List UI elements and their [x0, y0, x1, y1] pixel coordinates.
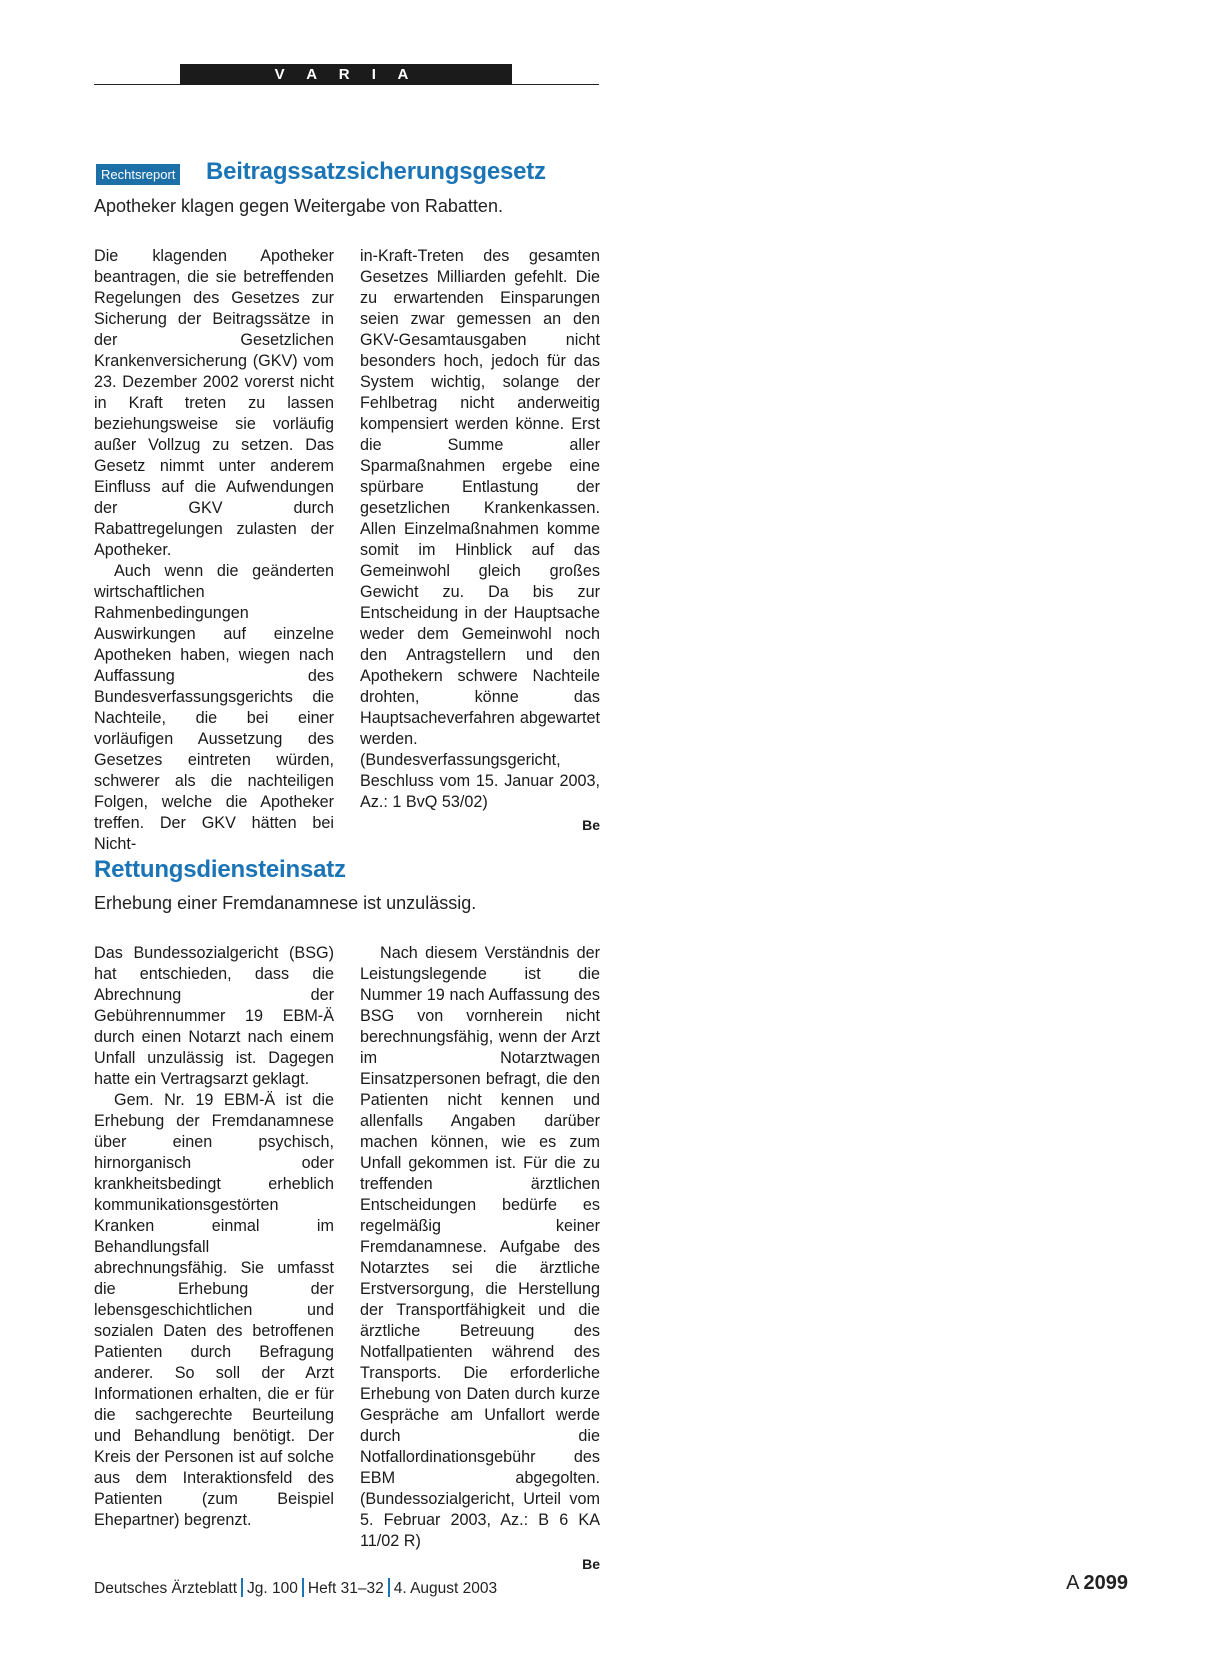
page-number — [1066, 1572, 1128, 1595]
article1-author-signature: Be — [582, 817, 600, 833]
article1-col1-paragraph2: Auch wenn die geänderten wirtschaftlichen Rahmenbedingungen Auswirkungen auf einzelne Apotheken haben, wiegen nach Auffassung des Bundesverfassungsgerichts die Nachteile, die bei einer vorläufigen Aussetzung des Gesetzes eintreten würden, schwerer als die nachteiligen Folgen, welche die Apotheker treffen. Der GKV hätten bei Nicht- — [94, 562, 334, 853]
article2-column1 — [94, 943, 334, 1531]
article2-col1-paragraph2: Gem. Nr. 19 EBM-Ä ist die Erhebung der Fremdanamnese über einen psychisch, hirnorganisch oder krankheitsbedingt erheblich kommunikationsgestörten Kranken einmal im Behandlungsfall abrechnungsfähig. Sie umfasst die Erhebung der lebensgeschichtlichen und sozialen Daten des betroffenen Patienten durch Befragung anderer. So soll der Arzt Informationen erhalten, die er für die sachgerechte Beurteilung und Behandlung benötigt. Der Kreis der Personen ist auf solche aus dem Interaktionsfeld des Patienten (zum Beispiel Ehepartner) begrenzt. — [94, 1091, 334, 1529]
article1-col1-paragraph1: Die klagenden Apotheker beantragen, die sie betreffenden Regelungen des Gesetzes zur Sicherung der Beitragssätze in der Gesetzlichen Krankenversicherung (GKV) vom 23. Dezember 2002 vorerst nicht in Kraft treten zu lassen beziehungsweise sie vorläufig außer Vollzug zu setzen. Das Gesetz nimmt unter anderem Einfluss auf die Aufwendungen der GKV durch Rabattregelungen zulasten der Apotheker. — [94, 247, 334, 559]
article2-col2-paragraph1: Nach diesem Verständnis der Leistungslegende ist die Nummer 19 nach Auffassung des BSG von vornherein nicht berechnungsfähig, wenn der Arzt im Notarztwagen Einsatzpersonen befragt, die den Patienten nicht kennen und allenfalls Angaben darüber machen können, wie es zum Unfall gekommen ist. Für die zu treffenden ärztlichen Entscheidungen bedürfe es regelmäßig keiner Fremdanamnese. Aufgabe des Notarztes sei die ärztliche Erstversorgung, die Herstellung der Transportfähigkeit und die ärztliche Betreuung des Notfallpatienten während des Transports. Die erforderliche Erhebung von Daten durch kurze Gespräche am Unfallort werde durch die Notfallordinationsgebühr des EBM abgegolten. (Bundessozialgericht, Urteil vom 5. Februar 2003, Az.: B 6 KA 11/02 R) — [360, 944, 600, 1550]
article2-col1-paragraph1: Das Bundessozialgericht (BSG) hat entschieden, dass die Abrechnung der Gebührennummer 19 EBM-Ä durch einen Notarzt nach einem Unfall unzulässig ist. Dagegen hatte ein Vertragsarzt geklagt. — [94, 944, 334, 1088]
journal-name: Deutsches Ärzteblatt — [94, 1580, 238, 1597]
footer-separator — [302, 1578, 304, 1597]
page-footer — [94, 1578, 497, 1598]
article1-col2-paragraph1: in-Kraft-Treten des gesamten Gesetzes Milliarden gefehlt. Die zu erwartenden Einsparungen seien zwar gemessen an den GKV-Gesamtausgaben nicht besonders hoch, jedoch für das System wichtig, solange der Fehlbetrag nicht anderweitig kompensiert werden könne. Erst die Summe aller Sparmaßnahmen ergebe eine spürbare Entlastung der gesetzlichen Krankenkassen. Allen Einzelmaßnahmen komme somit im Hinblick auf das Gemeinwohl gleich großes Gewicht zu. Da bis zur Entscheidung in der Hauptsache weder dem Gemeinwohl noch den Antragstellern und den Apothekern schwere Nachteile drohten, könne das Hauptsacheverfahren abgewartet werden. (Bundesverfassungsgericht, Beschluss vom 15. Januar 2003, Az.: 1 BvQ 53/02) — [360, 247, 600, 811]
section-label: V A R I A — [180, 64, 512, 85]
article2-column2 — [360, 943, 600, 1575]
journal-issue: Heft 31–32 — [307, 1580, 384, 1597]
article1-subtitle: Apotheker klagen gegen Weitergabe von Rabatten. — [94, 196, 503, 216]
article1-column2 — [360, 246, 600, 836]
journal-volume: Jg. 100 — [247, 1580, 298, 1597]
footer-separator — [241, 1578, 243, 1597]
article1-title: Beitragssatzsicherungsgesetz — [206, 158, 546, 185]
journal-date: 4. August 2003 — [393, 1580, 498, 1597]
footer-separator — [388, 1578, 390, 1597]
page-prefix: A — [1066, 1572, 1080, 1594]
article2-subtitle: Erhebung einer Fremdanamnese ist unzulässig. — [94, 893, 477, 913]
article2-title: Rettungsdiensteinsatz — [94, 856, 346, 883]
article2-author-signature: Be — [582, 1556, 600, 1572]
page-number-value: 2099 — [1083, 1572, 1128, 1594]
article1-column1 — [94, 246, 334, 855]
rechtsreport-tag: Rechtsreport — [96, 164, 180, 185]
